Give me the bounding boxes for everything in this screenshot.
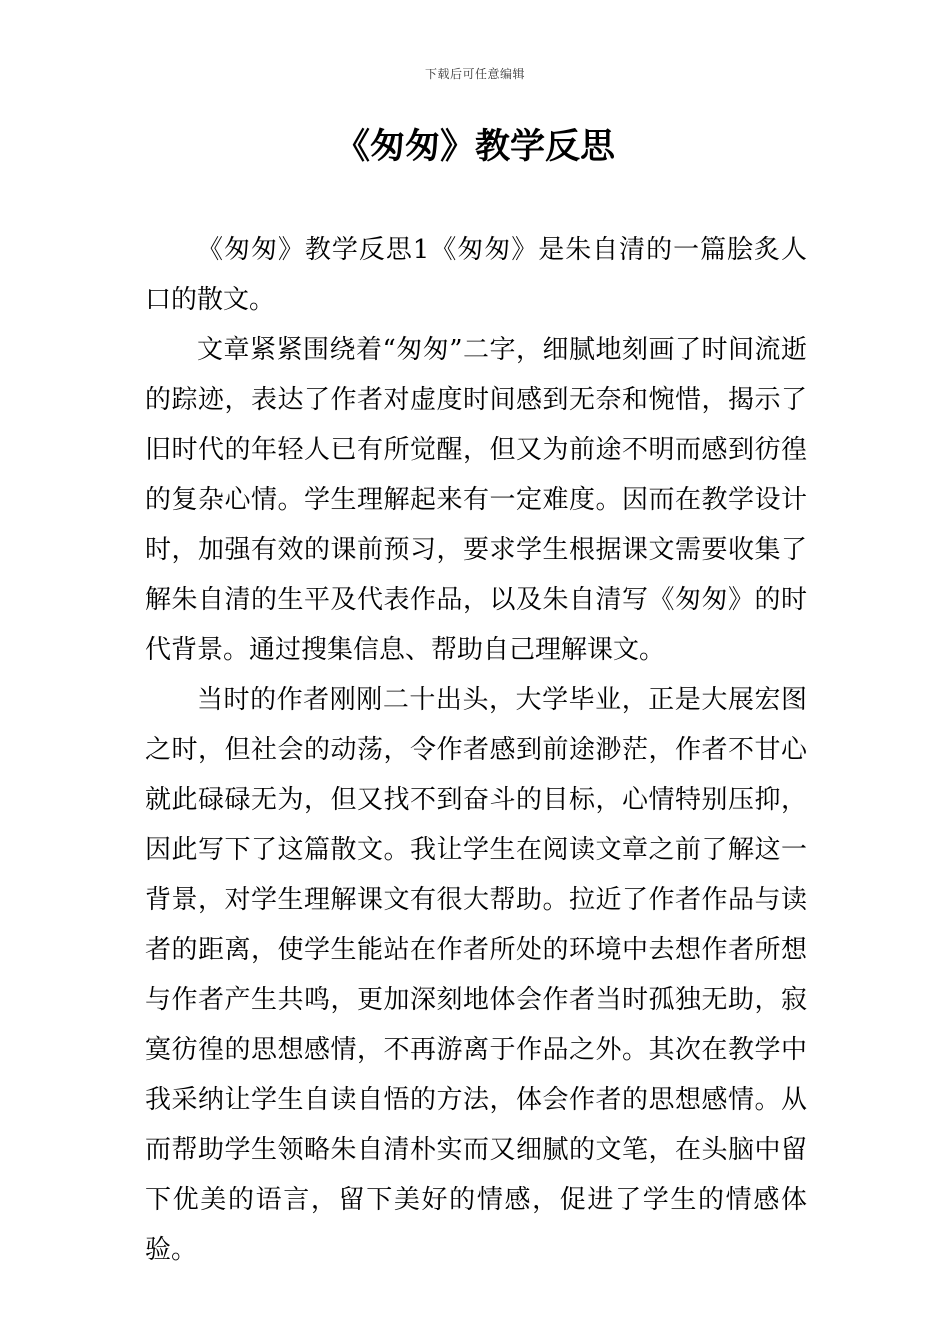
paragraph-3: 当时的作者刚刚二十出头，大学毕业，正是大展宏图之时，但社会的动荡，令作者感到前途渺茫，作者不甘心就此碌碌无为，但又找不到奋斗的目标，心情特别压抑，因此写下了这篇散文。我让学生在阅读文章之前了解这一背景，对学生理解课文有很大帮助。拉近了作者作品与读者的距离，使学生能站在作者所处的环境中去想作者所想与作者产生共鸣，更加深刻地体会作者当时孤独无助，寂寞彷徨的思想感情，不再游离于作品之外。其次在教学中我采纳让学生自读自悟的方法，体会作者的思想感情。从而帮助学生领略朱自清朴实而又细腻的文笔，在头脑中留下优美的语言，留下美好的情感，促进了学生的情感体验。 — [145, 685, 807, 1265]
document-title: 《匆匆》教学反思 — [334, 127, 615, 167]
header-note: 下载后可任意编辑 — [424, 67, 525, 81]
paragraph-1: 《匆匆》教学反思1《匆匆》是朱自清的一篇脍炙人口的散文。 — [145, 235, 807, 315]
paragraph-2: 文章紧紧围绕着“匆匆”二字，细腻地刻画了时间流逝的踪迹，表达了作者对虚度时间感到无奈和惋惜，揭示了旧时代的年轻人已有所觉醒，但又为前途不明而感到彷徨的复杂心情。学生理解起来有一定难度。因而在教学设计时，加强有效的课前预习，要求学生根据课文需要收集了解朱自清的生平及代表作品，以及朱自清写《匆匆》的时代背景。通过搜集信息、帮助自己理解课文。 — [145, 335, 807, 665]
document-body — [145, 225, 807, 1275]
